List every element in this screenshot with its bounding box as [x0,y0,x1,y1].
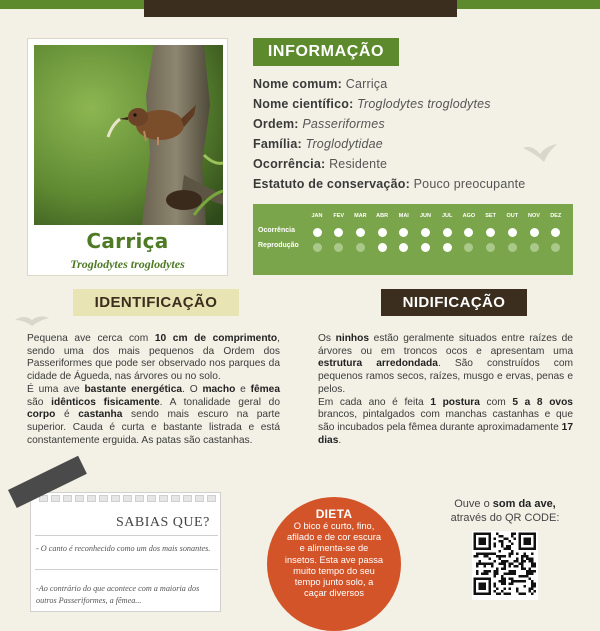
calendar-month-fev: FEV [333,213,345,219]
note-hole [207,495,216,502]
calendar-dot [334,228,343,237]
info-value: Passeriformes [302,117,385,131]
info-row-common-name [253,76,573,96]
calendar-dot [464,228,473,237]
calendar-dot [443,228,452,237]
calendar-month-dez: DEZ [550,213,562,219]
note-hole [135,495,144,502]
fun-facts-title: SABIAS QUE? [116,515,210,530]
calendar-dot [508,228,517,237]
note-rule [35,569,218,570]
calendar-month-jan: JAN [311,213,323,219]
calendar-month-out: OUT [506,213,519,219]
calendar-dot [486,243,495,252]
note-hole [51,495,60,502]
calendar-row-label: Reprodução [258,242,299,249]
nesting-text [318,333,573,447]
calendar-month-jun: JUN [419,213,431,219]
info-label: Família: [253,137,302,151]
note-hole [183,495,192,502]
top-title-bar [144,0,457,17]
note-hole [111,495,120,502]
calendar-dot [508,243,517,252]
calendar-month-mai: MAI [398,213,409,219]
note-hole [87,495,96,502]
calendar-month-set: SET [485,213,496,219]
calendar-dot [551,228,560,237]
calendar-dot [421,228,430,237]
info-value: Carriça [345,77,388,91]
info-value: Residente [329,157,388,171]
diet-circle [267,497,401,631]
info-label: Estatuto de conservação: [253,177,410,191]
calendar-month-abr: ABR [376,213,389,219]
note-hole [123,495,132,502]
identification-paragraph-1: Pequena ave cerca com 10 cm de comprimento, sendo uma dos mais pequenos da Ordem dos Passeriformes que pode ser observado nos parques da cidade de Águeda, nas árvores ou no solo. [27,333,281,383]
photo-scientific-name: Troglodytes troglodytes [70,257,185,271]
qr-caption: Ouve o som da ave, através do QR CODE: [450,498,560,524]
calendar-dot [486,228,495,237]
info-label: Nome comum: [253,77,343,91]
photo-card [27,38,228,276]
info-list [253,76,573,196]
calendar-dot [399,228,408,237]
calendar-dot [464,243,473,252]
calendar-month-nov: NOV [528,213,540,219]
identification-paragraph-2: É uma ave bastante energética. O macho e fêmea são idênticos fisicamente. A tonalidade geral do corpo é castanha sendo mais escuro na parte superior. Cauda é curta e bastante listrada e está constantemente erguida. As patas são castanhas. [27,383,281,446]
nesting-paragraph-2: Em cada ano é feita 1 postura com 5 a 8 ovos brancos, pintalgados com manchas castanhas e que são incubados pela fêmea durante aproximadamente 17 dias. [318,396,573,446]
nesting-paragraph-1: Os ninhos estão geralmente situados entre raízes de árvores ou em troncos ocos e apresentam uma estrutura arredondada. São construídos com pequenos ramos secos, raízes, musgo e ervas, penas e pelos. [318,333,573,395]
calendar-month-ago: AGO [462,213,476,219]
diet-text: O bico é curto, fino, afilado e de cor escura e alimenta-se de insetos. Esta ave passa muito tempo do seu tempo junto solo, a caçar diversos [284,521,384,599]
identification-text [27,333,280,447]
calendar-month-jul: JUL [441,213,453,219]
note-hole [147,495,156,502]
calendar-dot [378,243,387,252]
calendar-dot [443,243,452,252]
info-row-conservation [253,176,573,196]
info-value: Troglodytes troglodytes [357,97,491,111]
calendar-dot [313,228,322,237]
note-hole [171,495,180,502]
calendar-dot [378,228,387,237]
calendar-dot [356,228,365,237]
calendar-dot [356,243,365,252]
info-label: Nome científico: [253,97,354,111]
photo-common-name: Carriça [86,229,169,253]
bird-silhouette-icon [14,312,50,328]
info-label: Ocorrência: [253,157,326,171]
note-hole [75,495,84,502]
calendar-dot [313,243,322,252]
note-rule [35,535,218,536]
info-label: Ordem: [253,117,299,131]
info-value: Pouco preocupante [413,177,526,191]
info-value: Troglodytidae [305,137,383,151]
qr-code[interactable] [472,531,538,600]
fun-fact-1: - O canto é reconhecido como um dos mais sonantes. [36,544,211,553]
calendar-dot [334,243,343,252]
info-row-order [253,116,573,136]
calendar-dot [530,228,539,237]
fun-fact-2: -Ao contrário do que acontece com a maioria dos outros Passeriformes, a fêmea... [36,584,200,605]
calendar-dot [530,243,539,252]
occurrence-calendar [253,204,573,275]
fun-facts-note [30,492,221,612]
calendar-dot [421,243,430,252]
note-hole [195,495,204,502]
info-row-scientific-name [253,96,573,116]
note-hole [99,495,108,502]
calendar-row-label: Ocorrência [258,227,295,234]
calendar-dot [399,243,408,252]
note-hole [63,495,72,502]
calendar-month-mar: MAR [354,213,367,219]
note-hole [159,495,168,502]
bird-photo [34,45,223,225]
calendar-dot [551,243,560,252]
bird-silhouette-icon [522,142,558,164]
nesting-header: NIDIFICAÇÃO [381,289,527,316]
diet-title: DIETA [315,507,353,521]
info-title: INFORMAÇÃO [253,38,399,66]
identification-header: IDENTIFICAÇÃO [73,289,239,316]
